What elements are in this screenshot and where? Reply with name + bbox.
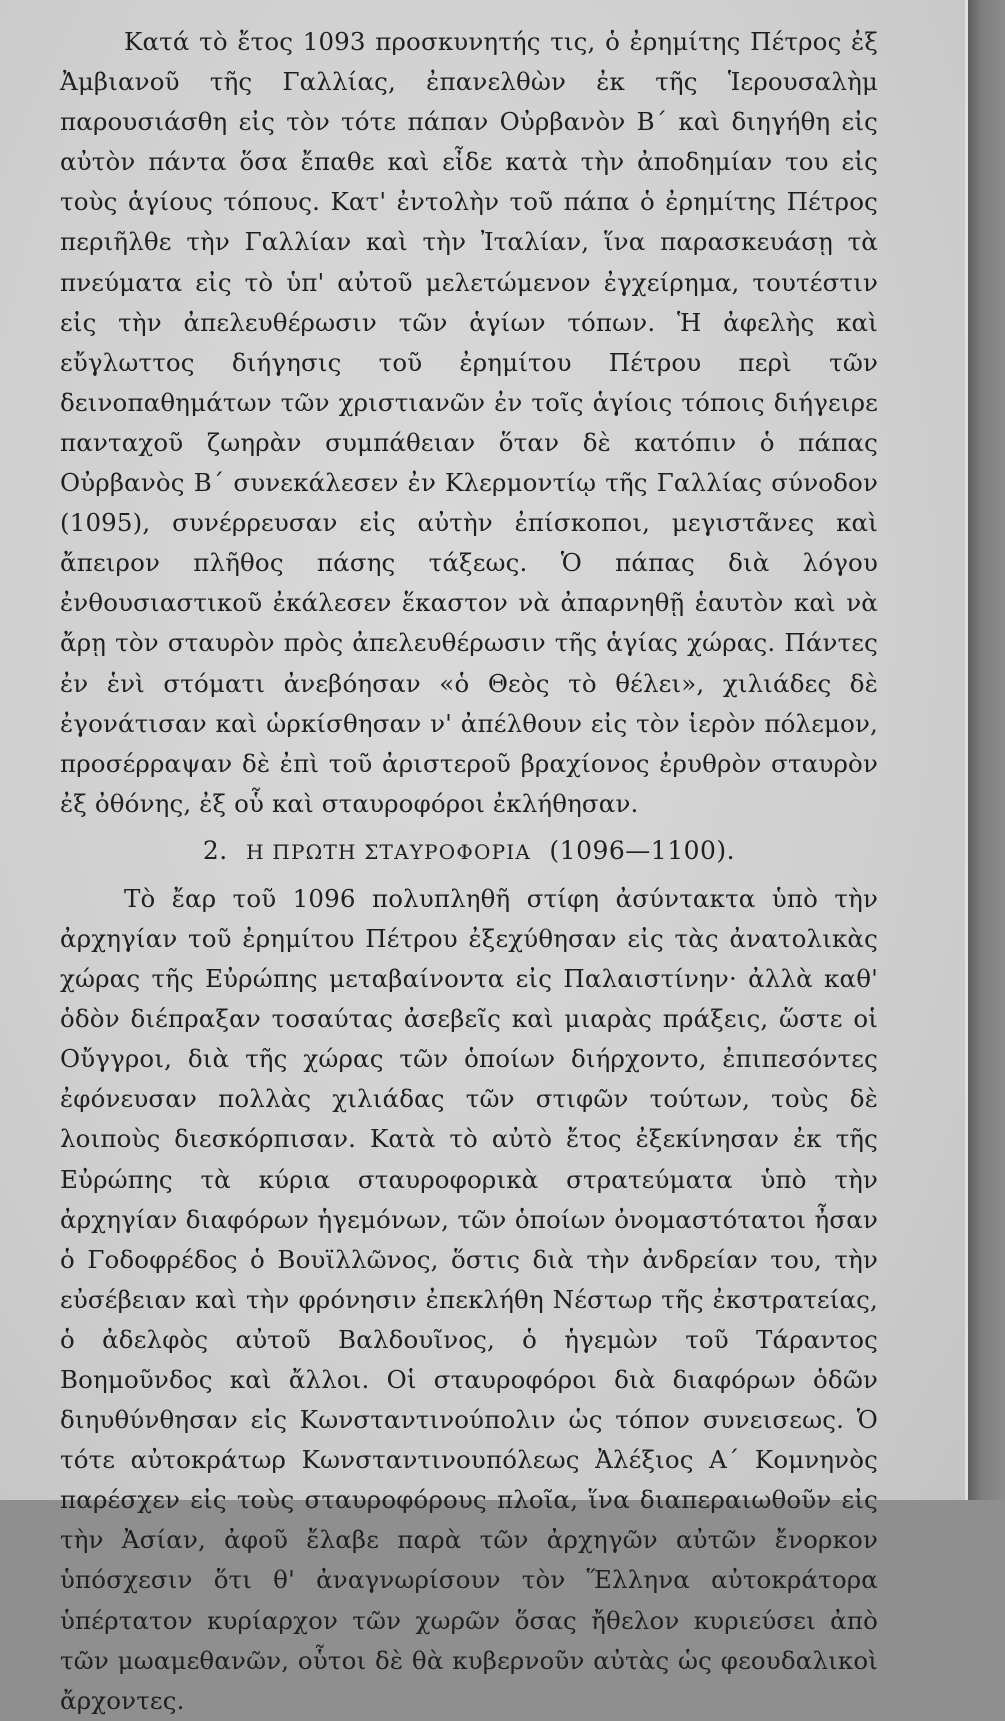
paragraph-first-crusade-march: Τὸ ἔαρ τοῦ 1096 πολυπληθῆ στίφη ἀσύντακτα ὑπὸ τὴν ἀρχηγίαν τοῦ ἐρημίτου Πέτρου ἐξεχύθησαν εἰς τὰς ἀνατολικὰς χώρας τῆς Εὐρώπης μεταβαίνοντα εἰς Παλαιστίνην· ἀλλὰ καθ' ὁδὸν διέπραξαν τοσαύτας ἀσεβεῖς καὶ μιαρὰς πράξεις, ὥστε οἱ Οὔγγροι, διὰ τῆς χώρας τῶν ὁποίων διήρχοντο, ἐπιπεσόντες ἐφόνευσαν πολλὰς χιλιάδας τῶν στιφῶν τούτων, τοὺς δὲ λοιποὺς διεσκόρπισαν. Κατὰ τὸ αὐτὸ ἔτος ἐξεκίνησαν ἐκ τῆς Εὐρώπης τὰ κύρια σταυροφορικὰ στρατεύματα ὑπὸ τὴν ἀρχηγίαν διαφόρων ἡγεμόνων, τῶν ὁποίων ὀνομαστότατοι ἦσαν ὁ Γοδοφρέδος ὁ Βουϊλλῶνος, ὅστις διὰ τὴν ἀνδρείαν του, τὴν εὐσέβειαν καὶ τὴν φρόνησιν ἐπεκλήθη Νέστωρ τῆς ἐκστρατείας, ὁ ἀδελφὸς αὐτοῦ Βαλδουῖνος, ὁ ἡγεμὼν τοῦ Τάραντος Βοημοῦνδος καὶ ἄλλοι. Οἱ σταυροφόροι διὰ διαφόρων ὁδῶν διηυθύνθησαν εἰς Κωνσταντινούπολιν ὡς τόπον συνεισεως. Ὁ τότε αὐτοκράτωρ Κωνσταντινουπόλεως Ἀλέξιος Α΄ Κομνηνὸς παρέσχεν εἰς τοὺς σταυροφόρους πλοῖα, ἵνα διαπεραιωθοῦν εἰς τὴν Ἀσίαν, ἀφοῦ ἔλαβε παρὰ τῶν ἀρχηγῶν αὐτῶν ἔνορκον ὑπόσχεσιν ὅτι θ' ἀναγνωρίσουν τὸν Ἕλληνα αὐτοκράτορα ὑπέρτατον κυρίαρχον τῶν χωρῶν ὅσας ἤθελον κυριεύσει ἀπὸ τῶν μωαμεθανῶν, οὗτοι δὲ θὰ κυβερνοῦν αὐτὰς ὡς φεουδαλικοὶ ἄρχοντες.	[60, 883, 878, 1715]
paragraph-first-crusade-origins: Κατά τὸ ἔτος 1093 προσκυνητής τις, ὁ ἐρημίτης Πέτρος ἐξ Ἀμβιανοῦ τῆς Γαλλίας, ἐπανελθὼν ἐκ τῆς Ἱερουσαλὴμ παρουσιάσθη εἰς τὸν τότε πάπαν Οὐρβανὸν Β΄ καὶ διηγήθη εἰς αὐτὸν πάντα ὅσα ἔπαθε καὶ εἶδε κατὰ τὴν ἀποδημίαν του εἰς τοὺς ἁγίους τόπους. Κατ' ἐντολὴν τοῦ πάπα ὁ ἐρημίτης Πέτρος περιῆλθε τὴν Γαλλίαν καὶ τὴν Ἰταλίαν, ἵνα παρασκευάσῃ τὰ πνεύματα εἰς τὸ ὑπ' αὐτοῦ μελετώμενον ἐγχείρημα, τουτέστιν εἰς τὴν ἀπελευθέρωσιν τῶν ἁγίων τόπων. Ἡ ἀφελὴς καὶ εὔγλωττος διήγησις τοῦ ἐρημίτου Πέτρου περὶ τῶν δεινοπαθημάτων τῶν χριστιανῶν ἐν τοῖς ἁγίοις τόποις διήγειρε πανταχοῦ ζωηρὰν συμπάθειαν ὅταν δὲ κατόπιν ὁ πάπας Οὐρβανὸς Β΄ συνεκάλεσεν ἐν Κλερμοντίῳ τῆς Γαλλίας σύνοδον (1095), συνέρρευσαν εἰς αὐτὴν ἐπίσκοποι, μεγιστᾶνες καὶ ἄπειρον πλῆθος πάσης τάξεως. Ὁ πάπας διὰ λόγου ἐνθουσιαστικοῦ ἐκάλεσεν ἕκαστον νὰ ἀπαρνηθῇ ἑαυτὸν καὶ νὰ ἄρῃ τὸν σταυρὸν πρὸς ἀπελευθέρωσιν τῆς ἁγίας χώρας. Πάντες ἐν ἑνὶ στόματι ἀνεβόησαν «ὁ Θεὸς τὸ θέλει», χιλιάδες δὲ ἐγονάτισαν καὶ ὡρκίσθησαν ν' ἀπέλθουν εἰς τὸν ἱερὸν πόλεμον, προσέρραψαν δὲ ἐπὶ τοῦ ἀριστεροῦ βραχίονος ἐρυθρὸν σταυρὸν ἐξ ὀθόνης, ἐξ οὗ καὶ σταυροφόροι ἐκλήθησαν.	[60, 27, 878, 818]
section-title: Η ΠΡΩΤΗ ΣΤΑΥΡΟΦΟΡΙΑ	[246, 839, 531, 864]
section-heading	[60, 832, 878, 871]
section-years: (1096—1100).	[549, 835, 736, 865]
section-number: 2.	[202, 835, 228, 865]
book-binding-edge	[968, 0, 1005, 1500]
